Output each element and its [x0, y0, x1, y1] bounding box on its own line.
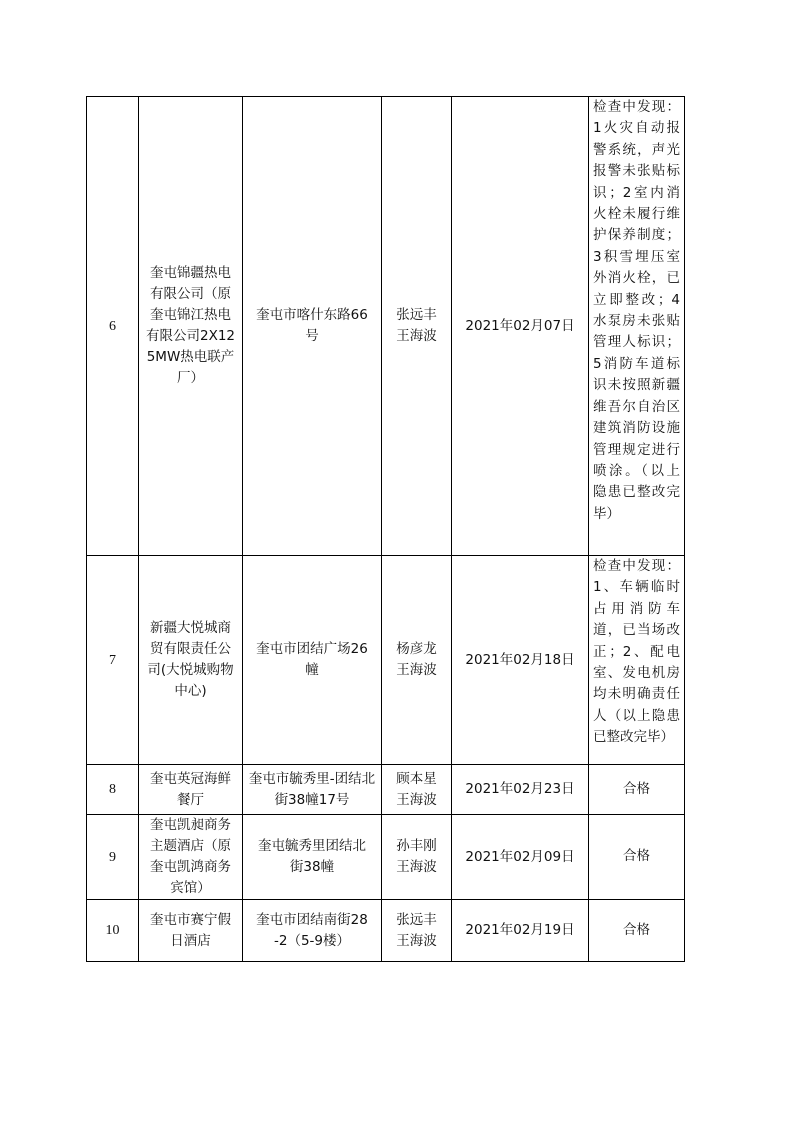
row-index: 7: [87, 556, 139, 765]
unit-address: 奎屯毓秀里团结北街38幢: [243, 815, 382, 900]
table-row: [87, 765, 685, 815]
inspection-result: 合格: [589, 765, 685, 815]
table-row: [87, 900, 685, 962]
unit-address: 奎屯市团结南街28-2（5-9楼）: [243, 900, 382, 962]
inspection-table: [86, 96, 685, 962]
inspection-date: 2021年02月09日: [452, 815, 589, 900]
unit-name: 奎屯市赛宁假日酒店: [139, 900, 243, 962]
unit-name: 新疆大悦城商贸有限责任公司(大悦城购物中心): [139, 556, 243, 765]
table-row: [87, 815, 685, 900]
inspection-date: 2021年02月18日: [452, 556, 589, 765]
inspection-result: 检查中发现：1、车辆临时占用消防车道，已当场改正；2、配电室、发电机房均未明确责任人（以上隐患已整改完毕）: [589, 556, 685, 765]
table-row: [87, 97, 685, 556]
unit-name: 奎屯英冠海鲜餐厅: [139, 765, 243, 815]
inspection-date: 2021年02月19日: [452, 900, 589, 962]
row-index: 10: [87, 900, 139, 962]
unit-address: 奎屯市团结广场26幢: [243, 556, 382, 765]
row-index: 6: [87, 97, 139, 556]
unit-name: 奎屯凯昶商务主题酒店（原奎屯凯鸿商务宾馆）: [139, 815, 243, 900]
unit-name: 奎屯锦疆热电有限公司（原奎屯锦江热电有限公司2X125MW热电联产厂）: [139, 97, 243, 556]
row-index: 9: [87, 815, 139, 900]
inspection-date: 2021年02月07日: [452, 97, 589, 556]
inspection-date: 2021年02月23日: [452, 765, 589, 815]
inspectors: 顾本星王海波: [382, 765, 452, 815]
inspection-result: 合格: [589, 815, 685, 900]
inspectors: 孙丰刚王海波: [382, 815, 452, 900]
unit-address: 奎屯市喀什东路66号: [243, 97, 382, 556]
inspectors: 张远丰王海波: [382, 97, 452, 556]
inspection-result: 合格: [589, 900, 685, 962]
unit-address: 奎屯市毓秀里-团结北街38幢17号: [243, 765, 382, 815]
inspection-result: 检查中发现：1火灾自动报警系统，声光报警未张贴标识；2室内消火栓未履行维护保养制度；3积雪埋压室外消火栓，已立即整改；4水泵房未张贴管理人标识；5消防车道标识未按照新疆维吾尔自治区建筑消防设施管理规定进行喷涂。（以上隐患已整改完毕）: [589, 97, 685, 556]
inspectors: 张远丰王海波: [382, 900, 452, 962]
row-index: 8: [87, 765, 139, 815]
table-row: [87, 556, 685, 765]
inspectors: 杨彦龙王海波: [382, 556, 452, 765]
